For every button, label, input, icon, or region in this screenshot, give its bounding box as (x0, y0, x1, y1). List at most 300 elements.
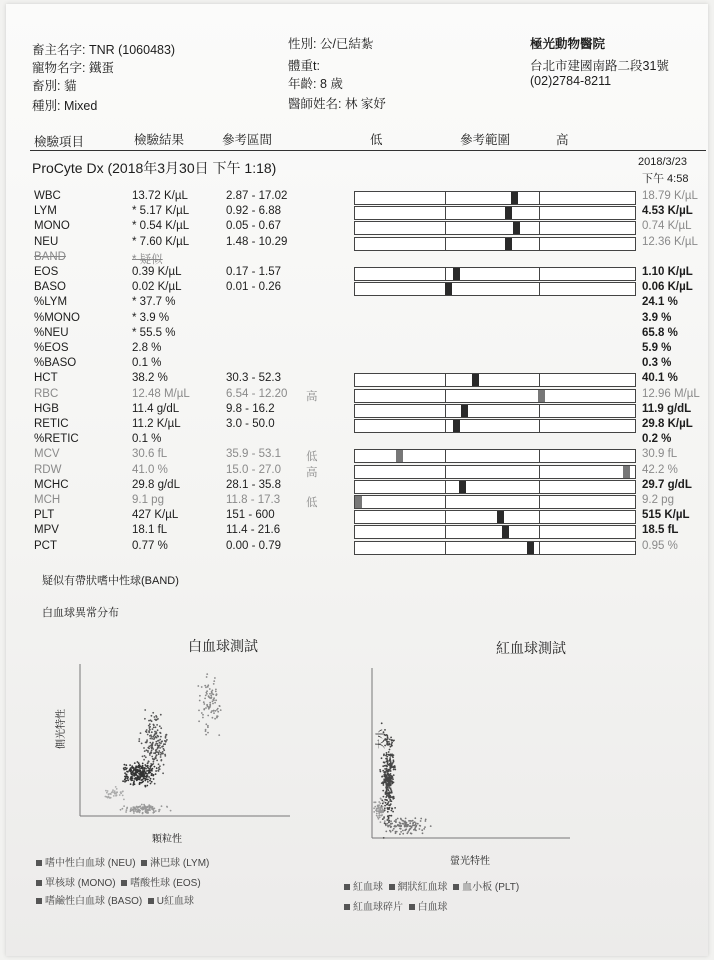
scatter-dot (149, 772, 151, 774)
gauge-divider (539, 526, 540, 538)
scatter-dot (202, 714, 204, 716)
gauge-divider (445, 496, 446, 508)
scatter-dot (162, 772, 164, 774)
scatter-dot (382, 765, 384, 767)
scatter-dot (113, 791, 115, 793)
scatter-dot (157, 718, 159, 720)
scatter-dot (375, 809, 377, 811)
legend-lym: 淋巴球 (LYM) (150, 858, 210, 869)
scatter-dot (381, 807, 383, 809)
scatter-dot (407, 824, 409, 826)
scatter-dot (211, 693, 213, 695)
scatter-dot (138, 740, 140, 742)
rbc-x-label: 螢光特性 (450, 856, 490, 867)
prev-date: 2018/3/23 (638, 156, 687, 168)
scatter-dot (160, 732, 162, 734)
scatter-dot (198, 710, 200, 712)
scatter-dot (125, 764, 127, 766)
scatter-dot (116, 792, 118, 794)
band-note: 疑似有帶狀嗜中性球(BAND) (42, 575, 179, 587)
scatter-dot (149, 780, 151, 782)
scatter-dot (135, 777, 137, 779)
scatter-dot (383, 784, 385, 786)
scatter-dot (391, 810, 393, 812)
scatter-dot (124, 764, 126, 766)
scatter-dot (385, 776, 387, 778)
scatter-dot (159, 768, 161, 770)
gauge-baso (354, 282, 636, 296)
scatter-dot (109, 797, 111, 799)
scatter-dot (412, 822, 414, 824)
scatter-dot (207, 715, 209, 717)
gauge-rbc (354, 389, 636, 403)
scatter-dot (393, 774, 395, 776)
row-flag-mcv: 低 (306, 451, 318, 464)
scatter-dot (213, 710, 215, 712)
scatter-dot (147, 767, 149, 769)
hospital-name: 極光動物醫院 (530, 37, 606, 51)
scatter-dot (382, 790, 384, 792)
legend-rbc: 紅血球 (353, 882, 383, 893)
scatter-dot (156, 767, 158, 769)
scatter-dot (389, 739, 391, 741)
row-name-baso: BASO (34, 281, 66, 294)
legend-eos: 嗜酸性球 (EOS) (130, 878, 201, 889)
scatter-dot (161, 746, 163, 748)
scatter-dot (420, 818, 422, 820)
gauge-divider (539, 374, 540, 386)
scatter-dot (213, 699, 215, 701)
scatter-dot (394, 807, 396, 809)
scatter-dot (211, 697, 213, 699)
scatter-dot (383, 754, 385, 756)
hospital-phone: (02)2784-8211 (530, 74, 612, 88)
scatter-dot (383, 801, 385, 803)
row-ref-plt: 151 - 600 (226, 509, 275, 522)
gauge-divider (445, 526, 446, 538)
row-prev-mono: 0.74 K/µL (642, 220, 692, 233)
scatter-dot (389, 805, 391, 807)
scatter-dot (403, 823, 405, 825)
scatter-dot (160, 714, 162, 716)
row-name-wbc: WBC (34, 190, 61, 202)
scatter-dot (165, 737, 167, 739)
scatter-dot (205, 707, 207, 709)
scatter-dot (390, 773, 392, 775)
row-prev-hct: 40.1 % (642, 372, 678, 385)
scatter-dot (216, 709, 218, 711)
scatter-dot (389, 800, 391, 802)
gauge-marker (505, 238, 512, 250)
scatter-dot (143, 759, 145, 761)
scatter-dot (154, 766, 156, 768)
scatter-dot (124, 767, 126, 769)
scatter-dot (151, 738, 153, 740)
scatter-dot (107, 790, 109, 792)
gauge-pct (354, 541, 636, 555)
scatter-dot (386, 819, 388, 821)
scatter-dot (389, 783, 391, 785)
rbc-swatch (344, 884, 350, 890)
scatter-dot (387, 780, 389, 782)
row-prev-mch: 9.2 pg (642, 494, 674, 506)
gauge-divider (445, 466, 446, 478)
gauge-retic (354, 419, 636, 433)
scatter-dot (138, 765, 140, 767)
scatter-dot (210, 711, 212, 713)
row-ref-mpv: 11.4 - 21.6 (226, 524, 281, 537)
gauge-wbc (354, 191, 636, 205)
row-name-rdw: RDW (34, 463, 62, 476)
scatter-dot (107, 797, 109, 799)
scatter-dot (380, 798, 382, 800)
row-prev-wbc: 18.79 K/µL (642, 190, 698, 202)
row-ref-pct: 0.00 - 0.79 (226, 539, 281, 552)
scatter-dot (160, 760, 162, 762)
scatter-dot (388, 770, 390, 772)
gauge-rdw (354, 465, 636, 479)
scatter-dot (151, 745, 153, 747)
scatter-dot (146, 741, 148, 743)
scatter-dot (142, 781, 144, 783)
rbc-scatter (350, 660, 590, 850)
row-result-mch: 9.1 pg (132, 494, 164, 506)
scatter-dot (204, 698, 206, 700)
scatter-dot (152, 768, 154, 770)
scatter-dot (115, 786, 117, 788)
row-flag-rdw: 高 (306, 466, 318, 479)
scatter-dot (397, 818, 399, 820)
scatter-dot (400, 825, 402, 827)
scatter-dot (157, 743, 159, 745)
gauge-divider (445, 511, 446, 523)
scatter-dot (141, 808, 143, 810)
scatter-dot (215, 694, 217, 696)
scatter-dot (383, 817, 385, 819)
scatter-dot (153, 724, 155, 726)
scatter-dot (394, 826, 396, 828)
row-ref-neu: 1.48 - 10.29 (226, 235, 288, 248)
scatter-dot (387, 803, 389, 805)
scatter-dot (215, 699, 217, 701)
scatter-dot (216, 717, 218, 719)
gauge-marker (453, 268, 460, 280)
row-ref-retic: 3.0 - 50.0 (226, 418, 275, 430)
scatter-dot (158, 763, 160, 765)
scatter-dot (387, 811, 389, 813)
row-result-hct: 38.2 % (132, 372, 168, 385)
scatter-dot (373, 811, 375, 813)
scatter-dot (156, 741, 158, 743)
gauge-mch (354, 495, 636, 509)
scatter-dot (137, 809, 139, 811)
row-name-pct-neu: %NEU (34, 326, 69, 339)
scatter-dot (395, 821, 397, 823)
eos-swatch (121, 880, 127, 886)
plt-swatch (453, 884, 459, 890)
row-name-pct-baso: %BASO (34, 357, 77, 370)
scatter-dot (140, 772, 142, 774)
scatter-dot (390, 820, 392, 822)
scatter-dot (130, 783, 132, 785)
scatter-dot (154, 719, 156, 721)
gauge-hct (354, 373, 636, 387)
row-ref-mch: 11.8 - 17.3 (226, 494, 281, 506)
row-result-rbc: 12.48 M/µL (132, 387, 190, 400)
scatter-dot (142, 765, 144, 767)
scatter-dot (380, 771, 382, 773)
row-prev-baso: 0.06 K/µL (642, 281, 693, 294)
row-prev-mpv: 18.5 fL (642, 524, 679, 537)
scatter-dot (159, 742, 161, 744)
scatter-dot (130, 776, 132, 778)
scatter-dot (125, 774, 127, 776)
frag-swatch (344, 904, 350, 910)
scatter-dot (146, 739, 148, 741)
col-high: 高 (556, 133, 569, 147)
scatter-dot (166, 734, 168, 736)
gauge-divider (445, 222, 446, 234)
scatter-dot (387, 823, 389, 825)
scatter-dot (390, 787, 392, 789)
breed: 種別: Mixed (32, 99, 98, 113)
row-name-lym: LYM (34, 205, 57, 218)
scatter-dot (154, 737, 156, 739)
gauge-marker (497, 511, 504, 523)
scatter-dot (159, 739, 161, 741)
scatter-dot (390, 789, 392, 791)
wbc-x-label: 顆粒性 (152, 834, 182, 845)
scatter-dot (160, 727, 162, 729)
scatter-dot (388, 754, 390, 756)
scatter-dot (393, 740, 395, 742)
scatter-dot (157, 770, 159, 772)
gauge-mcv (354, 449, 636, 463)
scatter-dot (381, 757, 383, 759)
scatter-dot (147, 762, 149, 764)
scatter-dot (140, 777, 142, 779)
scatter-dot (140, 805, 142, 807)
test-title: ProCyte Dx (2018年3月30日 下午 1:18) (32, 160, 277, 176)
scatter-dot (122, 808, 124, 810)
scatter-dot (151, 750, 153, 752)
row-result-baso: 0.02 K/µL (132, 281, 182, 294)
row-prev-mcv: 30.9 fL (642, 448, 678, 461)
gauge-neu (354, 237, 636, 251)
scatter-dot (123, 769, 125, 771)
scatter-dot (386, 785, 388, 787)
scatter-dot (151, 756, 153, 758)
scatter-dot (160, 754, 162, 756)
gauge-divider (445, 405, 446, 417)
scatter-dot (387, 815, 389, 817)
scatter-dot (376, 808, 378, 810)
scatter-dot (214, 718, 216, 720)
scatter-dot (385, 831, 387, 833)
scatter-dot (400, 828, 402, 830)
gauge-mchc (354, 480, 636, 494)
scatter-dot (389, 793, 391, 795)
scatter-dot (417, 823, 419, 825)
row-name-pct: PCT (34, 539, 57, 552)
scatter-dot (148, 770, 150, 772)
scatter-dot (384, 768, 386, 770)
scatter-dot (133, 769, 135, 771)
wbc-legend-row1 (36, 854, 209, 869)
scatter-dot (139, 810, 141, 812)
scatter-dot (391, 753, 393, 755)
row-ref-mchc: 28.1 - 35.8 (226, 478, 281, 491)
scatter-dot (153, 761, 155, 763)
scatter-dot (382, 770, 384, 772)
scatter-dot (390, 779, 392, 781)
scatter-dot (205, 730, 207, 732)
row-result-eos: 0.39 K/µL (132, 266, 182, 278)
row-prev-eos: 1.10 K/µL (642, 266, 693, 278)
gauge-divider (539, 238, 540, 250)
scatter-dot (150, 767, 152, 769)
row-result-neu: * 7.60 K/µL (132, 235, 190, 248)
scatter-dot (155, 751, 157, 753)
scatter-dot (159, 725, 161, 727)
scatter-dot (419, 828, 421, 830)
scatter-dot (201, 712, 203, 714)
scatter-dot (157, 729, 159, 731)
scatter-dot (120, 809, 122, 811)
scatter-dot (391, 766, 393, 768)
scatter-dot (393, 828, 395, 830)
scatter-dot (213, 680, 215, 682)
scatter-dot (138, 773, 140, 775)
row-prev-pct: 0.95 % (642, 539, 678, 552)
scatter-dot (149, 738, 151, 740)
scatter-dot (127, 771, 129, 773)
scatter-dot (374, 806, 376, 808)
scatter-dot (162, 751, 164, 753)
scatter-dot (405, 818, 407, 820)
scatter-dot (391, 740, 393, 742)
scatter-dot (388, 751, 390, 753)
scatter-dot (143, 776, 145, 778)
scatter-dot (147, 773, 149, 775)
row-result-mcv: 30.6 fL (132, 448, 168, 461)
scatter-dot (164, 743, 166, 745)
scatter-dot (130, 807, 132, 809)
scatter-dot (154, 744, 156, 746)
scatter-dot (158, 809, 160, 811)
scatter-dot (147, 809, 149, 811)
gauge-marker (505, 207, 512, 219)
gauge-marker (453, 420, 460, 432)
scatter-dot (402, 830, 404, 832)
scatter-dot (391, 763, 393, 765)
scatter-dot (205, 687, 207, 689)
row-result-pct-eos: 2.8 % (132, 342, 162, 354)
row-result-wbc: 13.72 K/µL (132, 190, 188, 202)
scatter-dot (379, 816, 381, 818)
scatter-dot (112, 789, 114, 791)
gauge-divider (539, 405, 540, 417)
scatter-dot (124, 772, 126, 774)
scatter-dot (142, 756, 144, 758)
scatter-dot (206, 673, 208, 675)
scatter-dot (386, 795, 388, 797)
scatter-dot (160, 756, 162, 758)
scatter-dot (152, 742, 154, 744)
scatter-dot (424, 826, 426, 828)
scatter-dot (382, 776, 384, 778)
age: 年齡: 8 歲 (288, 77, 343, 91)
scatter-dot (143, 807, 145, 809)
scatter-dot (393, 769, 395, 771)
scatter-dot (130, 809, 132, 811)
col-low: 低 (370, 133, 383, 147)
baso-swatch (36, 898, 42, 904)
row-ref-hgb: 9.8 - 16.2 (226, 402, 275, 415)
scatter-dot (404, 826, 406, 828)
scatter-dot (400, 831, 402, 833)
scatter-dot (210, 695, 212, 697)
gauge-lym (354, 206, 636, 220)
gauge-divider (445, 192, 446, 204)
scatter-dot (144, 771, 146, 773)
row-result-band: * 疑似 (132, 253, 163, 266)
row-result-pct-neu: * 55.5 % (132, 326, 176, 339)
hospital-address: 台北市建國南路二段31號 (530, 59, 669, 73)
rbc-legend-row1 (344, 878, 519, 893)
scatter-dot (140, 779, 142, 781)
scatter-dot (384, 822, 386, 824)
scatter-dot (147, 765, 149, 767)
scatter-dot (392, 782, 394, 784)
scatter-dot (155, 758, 157, 760)
scatter-dot (147, 734, 149, 736)
scatter-dot (133, 775, 135, 777)
scatter-dot (130, 779, 132, 781)
scatter-dot (406, 825, 408, 827)
row-result-pct-retic: 0.1 % (132, 433, 162, 446)
scatter-dot (425, 819, 427, 821)
scatter-dot (132, 806, 134, 808)
neu-swatch (36, 860, 42, 866)
scatter-dot (143, 804, 145, 806)
scatter-dot (150, 763, 152, 765)
scatter-dot (162, 753, 164, 755)
scatter-dot (138, 762, 140, 764)
scatter-dot (150, 778, 152, 780)
retic-swatch (389, 884, 395, 890)
header-rule (30, 150, 706, 151)
scatter-dot (156, 760, 158, 762)
owner-name: 畜主名字: TNR (1060483) (32, 43, 176, 57)
scatter-dot (141, 743, 143, 745)
scatter-dot (386, 754, 388, 756)
pet-name: 寵物名字: 鐵蛋 (32, 61, 114, 75)
scatter-dot (206, 704, 208, 706)
scatter-dot (390, 776, 392, 778)
scatter-dot (141, 804, 143, 806)
row-result-plt: 427 K/µL (132, 509, 179, 522)
scatter-dot (154, 783, 156, 785)
row-prev-pct-baso: 0.3 % (642, 357, 672, 370)
scatter-dot (140, 766, 142, 768)
row-name-neu: NEU (34, 235, 59, 248)
row-ref-baso: 0.01 - 0.26 (226, 281, 281, 294)
scatter-dot (123, 799, 125, 801)
scatter-dot (149, 742, 151, 744)
scatter-dot (154, 731, 156, 733)
scatter-dot (151, 773, 153, 775)
